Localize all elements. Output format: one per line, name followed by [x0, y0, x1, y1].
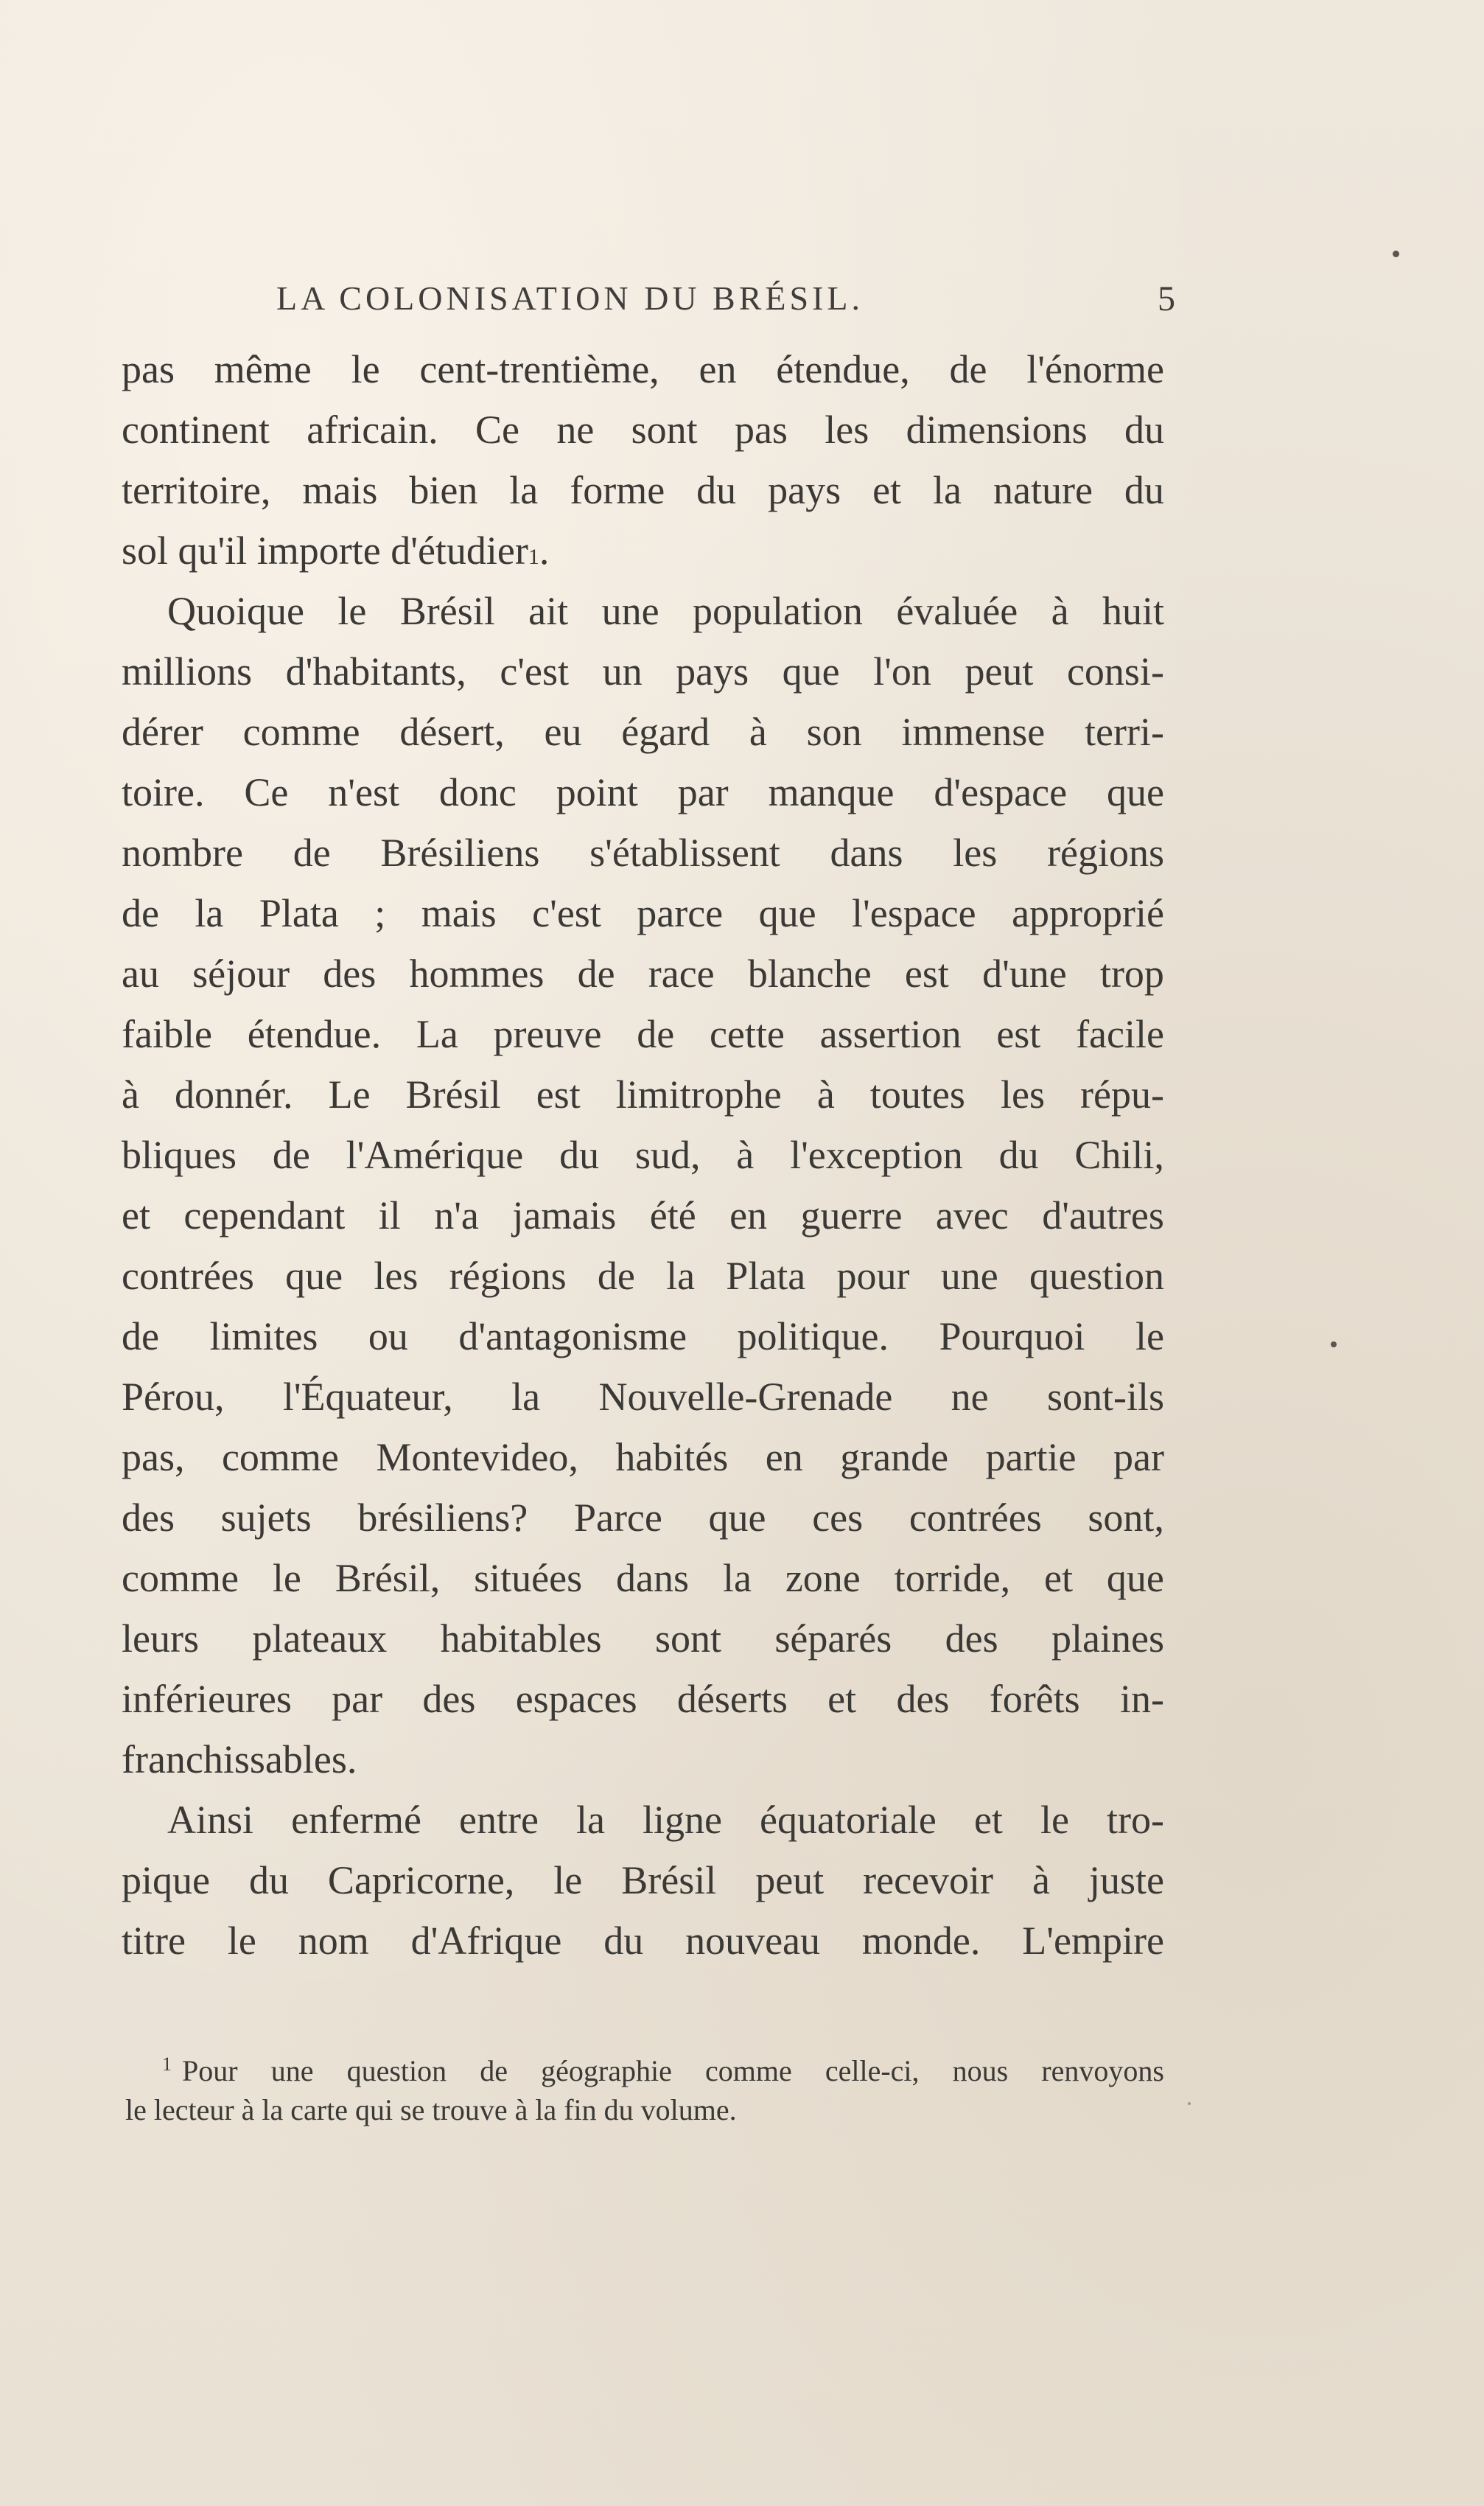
paper-speck	[1331, 1341, 1337, 1347]
word: à	[749, 710, 767, 754]
word: Pérou,	[122, 1375, 225, 1419]
word: jamais	[512, 1193, 617, 1238]
word: de	[122, 1314, 159, 1358]
word: des	[323, 952, 377, 996]
word: le	[272, 1556, 301, 1600]
word: renvoyons	[1041, 2054, 1164, 2087]
word: Brésil	[621, 1858, 717, 1902]
word: sud,	[634, 1133, 701, 1177]
text-line	[122, 762, 1164, 823]
word: sont-ils	[1046, 1375, 1164, 1419]
word: du	[248, 1858, 289, 1902]
word: nous	[952, 2054, 1009, 2087]
word: la	[195, 891, 224, 935]
word: hommes	[409, 952, 545, 996]
word: forêts	[989, 1677, 1080, 1721]
word: le	[1040, 1798, 1069, 1842]
word: une	[601, 589, 659, 633]
word: ou	[368, 1314, 408, 1358]
word: et	[973, 1798, 1003, 1842]
word: évaluée	[896, 589, 1018, 633]
word: le	[1135, 1314, 1164, 1358]
text-line	[122, 1004, 1164, 1064]
word: les	[825, 408, 869, 452]
text-line	[122, 943, 1164, 1004]
word: consi-	[1066, 649, 1164, 694]
word: habités	[615, 1435, 729, 1479]
word: que	[285, 1254, 343, 1298]
word: race	[648, 952, 715, 996]
word: une	[940, 1254, 998, 1298]
footnote-marker: 1	[162, 2053, 172, 2075]
word: et	[827, 1677, 857, 1721]
word: territoire,	[122, 468, 271, 512]
word: Plata	[726, 1254, 806, 1298]
word: plateaux	[252, 1616, 388, 1661]
word: est	[904, 952, 949, 996]
word: s'établissent	[589, 831, 780, 875]
word: des	[122, 1495, 175, 1540]
word: L'empire	[1022, 1919, 1164, 1963]
word: en	[699, 347, 737, 391]
word: et	[872, 468, 902, 512]
word: pique	[122, 1858, 210, 1902]
word: des	[422, 1677, 476, 1721]
word: sont	[631, 408, 698, 452]
word: cependant	[183, 1193, 346, 1238]
word: des	[896, 1677, 950, 1721]
text-line	[122, 702, 1164, 762]
word: Capricorne,	[327, 1858, 515, 1902]
word: étendue.	[247, 1012, 382, 1056]
word: les	[953, 831, 998, 875]
word: Brésiliens	[380, 831, 540, 875]
word: l'espace	[852, 891, 976, 935]
word: Ce	[475, 408, 519, 452]
word: comme	[221, 1435, 339, 1479]
text-line: sol qu'il importe d'étudier 1 .	[122, 520, 1164, 581]
word: par	[677, 770, 729, 814]
word: limitrophe	[615, 1072, 782, 1117]
word: par	[332, 1677, 383, 1721]
word: africain.	[307, 408, 438, 452]
text-line	[122, 1064, 1164, 1125]
word: ces	[812, 1495, 864, 1540]
word: le	[227, 1919, 256, 1963]
word: dans	[830, 831, 903, 875]
word: guerre	[800, 1193, 903, 1238]
word: du	[559, 1133, 600, 1177]
word: approprié	[1012, 891, 1164, 935]
page-number: 5	[1158, 279, 1175, 318]
word: Brésil	[399, 589, 495, 633]
word: de	[122, 891, 159, 935]
word: séjour	[192, 952, 290, 996]
word: peut	[755, 1858, 825, 1902]
word: ligne	[643, 1798, 722, 1842]
word: des	[945, 1616, 998, 1661]
word: et	[122, 1193, 150, 1238]
word: désert,	[399, 710, 505, 754]
word: d'autres	[1042, 1193, 1164, 1238]
word: ne	[951, 1375, 989, 1419]
word: une	[270, 2054, 314, 2087]
word: la	[509, 468, 539, 512]
word: que	[708, 1495, 766, 1540]
word: situées	[474, 1556, 583, 1600]
word: donnér.	[175, 1072, 293, 1117]
word: inférieures	[122, 1677, 292, 1721]
word: la	[722, 1556, 752, 1600]
word: continent	[122, 408, 270, 452]
word: habitables	[440, 1616, 602, 1661]
word: bien	[409, 468, 478, 512]
body-text	[122, 339, 1164, 1971]
word: question	[346, 2054, 447, 2087]
word: Chili,	[1074, 1133, 1164, 1177]
word: la	[933, 468, 962, 512]
word: dérer	[122, 710, 203, 754]
word: forme	[570, 468, 665, 512]
word: à	[736, 1133, 755, 1177]
word: du	[1124, 408, 1164, 452]
word: est	[536, 1072, 581, 1117]
text-line	[122, 1427, 1164, 1487]
word: régions	[449, 1254, 567, 1298]
word: à	[816, 1072, 835, 1117]
word: à	[1032, 1858, 1050, 1902]
word: que	[1106, 1556, 1164, 1600]
word: de	[480, 2054, 508, 2087]
word: manque	[768, 770, 895, 814]
word: nombre	[122, 831, 243, 875]
text-line	[122, 1608, 1164, 1669]
word: assertion	[819, 1012, 962, 1056]
word: facile	[1076, 1012, 1164, 1056]
word: d'antagonisme	[458, 1314, 687, 1358]
word: de	[272, 1133, 310, 1177]
word: comme	[122, 1556, 239, 1600]
word: de	[577, 952, 615, 996]
word: d'Afrique	[410, 1919, 562, 1963]
word: l'Équateur,	[282, 1375, 453, 1419]
word: pays	[768, 468, 841, 512]
word: répu-	[1080, 1072, 1164, 1117]
word: point	[556, 770, 638, 814]
word: Le	[328, 1072, 371, 1117]
text-line	[122, 1548, 1164, 1608]
word: mais	[302, 468, 378, 512]
word: huit	[1102, 589, 1164, 633]
word: est	[996, 1012, 1041, 1056]
word: in-	[1119, 1677, 1164, 1721]
word: Brésil,	[335, 1556, 441, 1600]
word: l'Amérique	[346, 1133, 524, 1177]
word: toire.	[122, 770, 205, 814]
word: Plata	[259, 891, 339, 935]
text-line	[122, 883, 1164, 943]
text-line	[122, 1487, 1164, 1548]
word: monde.	[861, 1919, 981, 1963]
word: millions	[122, 649, 253, 694]
word: blanche	[747, 952, 872, 996]
footnote-line: le lecteur à la carte qui se trouve à la fin du volume.	[125, 2093, 737, 2126]
word: au	[122, 952, 159, 996]
text-line: franchissables.	[122, 1737, 357, 1781]
word: dimensions	[906, 408, 1088, 452]
word: celle-ci,	[825, 2054, 920, 2087]
footnote	[125, 2042, 1164, 2133]
footnote-line	[125, 2042, 1164, 2087]
word: un	[602, 649, 643, 694]
word: équatoriale	[760, 1798, 937, 1842]
word: Brésil	[405, 1072, 501, 1117]
word: mais	[421, 891, 497, 935]
word: à	[1051, 589, 1069, 633]
word: cent-trentième,	[419, 347, 659, 391]
word: géographie	[541, 2054, 672, 2087]
word: de	[597, 1254, 635, 1298]
word: population	[692, 589, 863, 633]
text-line	[122, 1910, 1164, 1971]
word: que	[758, 891, 816, 935]
word: nouveau	[685, 1919, 821, 1963]
word: Quoique	[167, 589, 304, 633]
word: du	[998, 1133, 1039, 1177]
text-line	[122, 1246, 1164, 1306]
word: le	[351, 347, 380, 391]
word: contrées	[122, 1254, 254, 1298]
word: Pourquoi	[939, 1314, 1085, 1358]
word: immense	[901, 710, 1046, 754]
word: preuve	[493, 1012, 602, 1056]
page-header	[122, 273, 1175, 339]
word: brésiliens?	[357, 1495, 528, 1540]
word: étendue,	[776, 347, 910, 391]
word: c'est	[532, 891, 601, 935]
text-line	[122, 1125, 1164, 1185]
word: déserts	[676, 1677, 788, 1721]
word: les	[1000, 1072, 1045, 1117]
word: plaines	[1051, 1616, 1164, 1661]
text-line	[122, 641, 1164, 702]
word: Montevideo,	[376, 1435, 578, 1479]
text-line	[122, 1185, 1164, 1246]
word: pas	[734, 408, 788, 452]
word: leurs	[122, 1616, 199, 1661]
word: d'espace	[934, 770, 1068, 814]
word: nature	[993, 468, 1093, 512]
text-line	[122, 1669, 1164, 1729]
text-line	[122, 339, 1164, 399]
word: nom	[298, 1919, 369, 1963]
word: même	[214, 347, 312, 391]
word: donc	[438, 770, 517, 814]
word: sont,	[1088, 1495, 1164, 1540]
word: que	[782, 649, 840, 694]
word: cette	[709, 1012, 785, 1056]
text-line	[122, 1790, 1164, 1850]
word: que	[1106, 770, 1164, 814]
word: la	[575, 1798, 605, 1842]
word: politique.	[737, 1314, 889, 1358]
word: pays	[676, 649, 749, 694]
word: le	[553, 1858, 583, 1902]
word: Ce	[244, 770, 289, 814]
word: limites	[209, 1314, 318, 1358]
word: n'a	[434, 1193, 479, 1238]
word: égard	[621, 710, 710, 754]
word: à	[122, 1072, 139, 1117]
word: du	[603, 1919, 644, 1963]
word: n'est	[328, 770, 399, 814]
word: les	[374, 1254, 419, 1298]
text-line	[122, 1850, 1164, 1910]
word: la	[511, 1375, 541, 1419]
word: entre	[459, 1798, 539, 1842]
text-line-words: sol qu'il importe d'étudier	[122, 528, 528, 573]
word: l'on	[873, 649, 931, 694]
word: terri-	[1085, 710, 1164, 754]
word: contrées	[909, 1495, 1042, 1540]
word: en	[729, 1193, 768, 1238]
word: Parce	[573, 1495, 662, 1540]
word: grande	[840, 1435, 949, 1479]
word: La	[416, 1012, 458, 1056]
word: de	[949, 347, 987, 391]
running-title: LA COLONISATION DU BRÉSIL.	[276, 279, 864, 317]
word: en	[765, 1435, 803, 1479]
word: du	[696, 468, 737, 512]
word: espaces	[515, 1677, 637, 1721]
word: zone	[785, 1556, 861, 1600]
word: ne	[556, 408, 595, 452]
word: trop	[1099, 952, 1164, 996]
word: pas,	[122, 1435, 185, 1479]
word: $^1$ Pour	[162, 2053, 238, 2087]
text-line	[122, 1306, 1164, 1367]
word: peut	[965, 649, 1034, 694]
word: d'habitants,	[285, 649, 466, 694]
word: et	[1044, 1556, 1074, 1600]
text-line	[122, 1367, 1164, 1427]
text-line	[122, 823, 1164, 883]
word: il	[378, 1193, 401, 1238]
word: recevoir	[863, 1858, 994, 1902]
word: comme	[704, 2054, 792, 2087]
word: faible	[122, 1012, 212, 1056]
word: toutes	[869, 1072, 965, 1117]
word: pas	[122, 347, 175, 391]
text-line	[122, 581, 1164, 641]
word: c'est	[500, 649, 570, 694]
word: par	[1113, 1435, 1164, 1479]
text-line	[122, 460, 1164, 520]
word: eu	[544, 710, 582, 754]
word: enfermé	[291, 1798, 421, 1842]
word: de	[293, 831, 331, 875]
word: parce	[637, 891, 724, 935]
word: torride,	[894, 1556, 1011, 1600]
paper-speck	[1188, 2102, 1191, 2105]
word: l'énorme	[1026, 347, 1164, 391]
word: Ainsi	[167, 1798, 254, 1842]
word: son	[806, 710, 862, 754]
word: été	[649, 1193, 696, 1238]
word: titre	[122, 1919, 186, 1963]
word: Nouvelle-Grenade	[598, 1375, 893, 1419]
word: pour	[836, 1254, 910, 1298]
text-line	[122, 399, 1164, 460]
word: d'une	[982, 952, 1067, 996]
word: question	[1029, 1254, 1164, 1298]
word: ait	[528, 589, 569, 633]
word: sujets	[220, 1495, 312, 1540]
word: du	[1124, 468, 1164, 512]
word: dans	[616, 1556, 690, 1600]
word: séparés	[774, 1616, 892, 1661]
word: comme	[242, 710, 360, 754]
word: ;	[374, 891, 386, 935]
word: avec	[935, 1193, 1009, 1238]
word: tro-	[1107, 1798, 1164, 1842]
word: sont	[654, 1616, 721, 1661]
line-trailing-period: .	[539, 528, 550, 573]
word: partie	[985, 1435, 1077, 1479]
paper-speck	[1393, 251, 1399, 257]
word: régions	[1047, 831, 1164, 875]
word: bliques	[122, 1133, 237, 1177]
word: l'exception	[790, 1133, 963, 1177]
word: juste	[1088, 1858, 1164, 1902]
word: de	[637, 1012, 675, 1056]
word: le	[337, 589, 367, 633]
word: la	[666, 1254, 696, 1298]
